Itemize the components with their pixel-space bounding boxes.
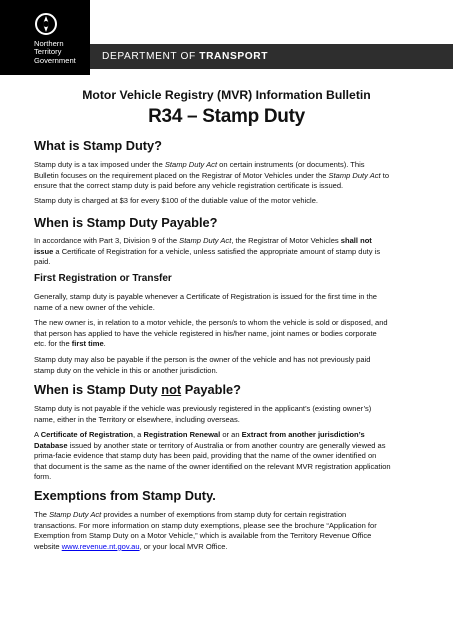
- logo-emblem-icon: [35, 13, 57, 35]
- text: a Certificate of Registration for a vehicle, unless satisfied the appropriate amount of stamp duty is: [53, 246, 381, 256]
- section-heading-what-is: What is Stamp Duty?: [34, 138, 162, 153]
- text: The: [34, 510, 50, 519]
- text: name of a new owner of the vehicle.: [34, 302, 155, 312]
- text: Stamp duty may also be payable if the person is the owner of the vehicle and has not previously paid: [34, 355, 371, 364]
- text: prima-facie evidence that stamp duty has been paid, providing that the name of the owner identified on: [34, 451, 377, 461]
- section-heading-exemptions: Exemptions from Stamp Duty.: [34, 488, 216, 503]
- paragraph: [34, 404, 424, 425]
- text: provides a number of exemptions from stamp duty for certain registration: [101, 510, 347, 519]
- text: Stamp duty is not payable if the vehicle was previously registered in the applicant’s (existing owner’s): [34, 404, 372, 413]
- text-bold: Certificate of Registration: [40, 430, 133, 439]
- text: etc. for the: [34, 339, 72, 349]
- text: website: [34, 541, 62, 551]
- text-italic: Stamp Duty Act: [49, 510, 102, 519]
- text: that person has applied to have the vehicle registered in his/her name, joint names or bodies corporate: [34, 328, 377, 338]
- department-prefix: DEPARTMENT OF: [102, 51, 200, 62]
- text: Stamp duty is a tax imposed under the: [34, 160, 165, 169]
- text: stamp duty on the vehicle in this or another jurisdiction.: [34, 365, 218, 375]
- text: Payable?: [181, 382, 241, 397]
- text: Exemption from Stamp Duty on a Motor Vehicle,” which is available from the Territory Revenue Office: [34, 531, 372, 541]
- logo-line: Government: [34, 55, 76, 65]
- paragraph: [34, 160, 424, 192]
- text: Bulletin focuses on the requirement placed on the Registrar of Motor Vehicles under the: [34, 170, 329, 180]
- text: to: [380, 170, 390, 180]
- subheading-first-registration: First Registration or Transfer: [34, 273, 172, 284]
- paragraph: [34, 430, 424, 483]
- nt-government-logo: [0, 0, 90, 75]
- text-italic: Stamp Duty Act: [328, 170, 381, 180]
- text: , a: [132, 430, 144, 439]
- department-name: [102, 51, 268, 62]
- paragraph: [34, 355, 424, 376]
- paragraph: [34, 236, 424, 268]
- text: Stamp duty is charged at $3 for every $100 of the dutiable value of the motor vehicle.: [34, 196, 319, 205]
- text-bold: Database: [34, 440, 68, 450]
- text: on certain instruments (or documents). This: [217, 160, 365, 169]
- section-heading-not-payable: [34, 382, 241, 397]
- paragraph: [34, 318, 424, 350]
- department-bold: TRANSPORT: [199, 51, 269, 62]
- text: that document is the same as the name of the owner identified on the relevant MVR registration application: [34, 461, 391, 471]
- text: form.: [34, 472, 52, 482]
- text: A: [34, 430, 41, 439]
- text: When is Stamp Duty: [34, 382, 162, 397]
- revenue-website-link[interactable]: www.revenue.nt.gov.au: [61, 541, 140, 551]
- text-bold: first time: [71, 339, 104, 349]
- bulletin-subtitle: Motor Vehicle Registry (MVR) Information Bulletin: [82, 88, 371, 102]
- text: .: [103, 339, 106, 349]
- section-heading-payable: When is Stamp Duty Payable?: [34, 215, 218, 230]
- text: In accordance with Part 3, Division 9 of the: [34, 236, 180, 245]
- text: , the Registrar of Motor Vehicles: [231, 236, 341, 245]
- text: paid.: [34, 257, 51, 267]
- paragraph: [34, 292, 424, 313]
- text-underlined: not: [161, 382, 182, 397]
- text: issued by another state or territory of Australia or from another country are generally viewed as: [67, 440, 386, 450]
- logo-line: Northern: [34, 39, 64, 48]
- text: , or your local MVR Office.: [139, 541, 228, 551]
- text: ensure that the correct stamp duty is paid before any vehicle registration certificate is issued.: [34, 181, 344, 191]
- text-bold: Extract from another jurisdiction’s: [241, 430, 365, 439]
- text: The new owner is, in relation to a motor vehicle, the person/s to whom the vehicle is sold or disposed, and: [34, 318, 388, 327]
- text-bold: shall not: [340, 236, 372, 245]
- logo-text: [34, 40, 76, 65]
- text: or an: [220, 430, 242, 439]
- text: transactions. For more information on stamp duty exemptions, please see the brochure “Application for: [34, 520, 377, 530]
- page-title: R34 – Stamp Duty: [148, 106, 305, 127]
- page-header: [0, 0, 453, 75]
- logo-line: Territory: [34, 47, 62, 57]
- text: Generally, stamp duty is payable whenever a Certificate of Registration is issued for the first time in the: [34, 292, 377, 301]
- text-italic: Stamp Duty Act: [179, 236, 232, 245]
- text-italic: Stamp Duty Act: [164, 160, 218, 169]
- text-bold: issue: [34, 246, 54, 256]
- text-bold: Registration Renewal: [143, 430, 221, 439]
- text: name, either in the Territory or elsewhere, including overseas.: [34, 414, 240, 424]
- paragraph: [34, 510, 424, 552]
- paragraph: [34, 196, 424, 207]
